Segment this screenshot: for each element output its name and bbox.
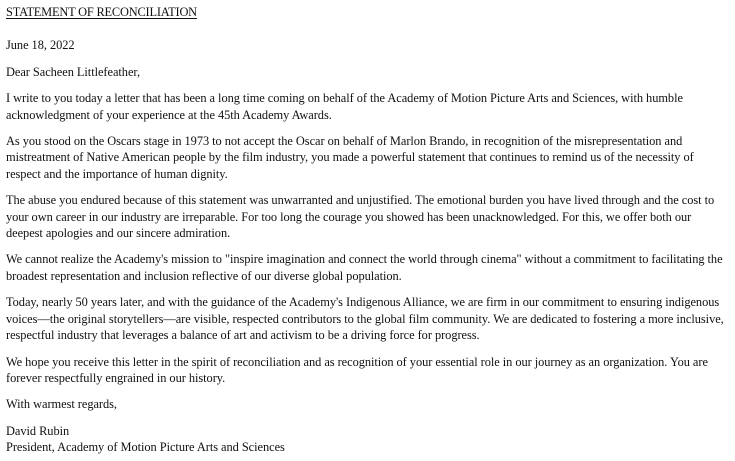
signature-title: President, Academy of Motion Picture Arts and Sciences xyxy=(6,440,285,455)
letter-closing: With warmest regards, xyxy=(6,397,117,412)
letter-paragraph: As you stood on the Oscars stage in 1973 to not accept the Oscar on behalf of Marlon Brando, in recognition of the misrepresentation and mistreatment of Native American people by the film industry, you made a powerful statement that continues to remind us of the necessity of respect and the importance of human dignity. xyxy=(6,134,694,181)
letter-date: June 18, 2022 xyxy=(6,38,75,53)
letter-document xyxy=(6,4,728,456)
letter-paragraph: I write to you today a letter that has been a long time coming on behalf of the Academy of Motion Picture Arts and Sciences, with humble acknowledgment of your experience at the 45th Academy Awards. xyxy=(6,91,683,122)
signature-name: David Rubin xyxy=(6,423,70,438)
letter-paragraph: Today, nearly 50 years later, and with the guidance of the Academy's Indigenous Alliance, we are firm in our commitment to ensuring indigenous voices—the original storytellers—are visible, respected contributors to the global film community. We are dedicated to fostering a more inclusive, respectful industry that leverages a balance of art and activism to be a driving force for progress. xyxy=(6,295,724,343)
letter-paragraph: We cannot realize the Academy's mission to "inspire imagination and connect the world through cinema" without a commitment to facilitating the broadest representation and inclusion reflective of our diverse global population. xyxy=(6,252,723,283)
letter-paragraph: The abuse you endured because of this statement was unwarranted and unjustified. The emotional burden you have lived through and the cost to your own career in our industry are irreparable. For too long the courage you showed has been unacknowledged. For this, we offer both our deepest apologies and our sincere admiration. xyxy=(6,193,715,241)
letter-salutation: Dear Sacheen Littlefeather, xyxy=(6,64,141,79)
letter-paragraph: We hope you receive this letter in the spirit of reconciliation and as recognition of your essential role in our journey as an organization. You are forever respectfully engrained in our history. xyxy=(6,354,708,385)
letter-title: STATEMENT OF RECONCILIATION xyxy=(6,5,197,19)
